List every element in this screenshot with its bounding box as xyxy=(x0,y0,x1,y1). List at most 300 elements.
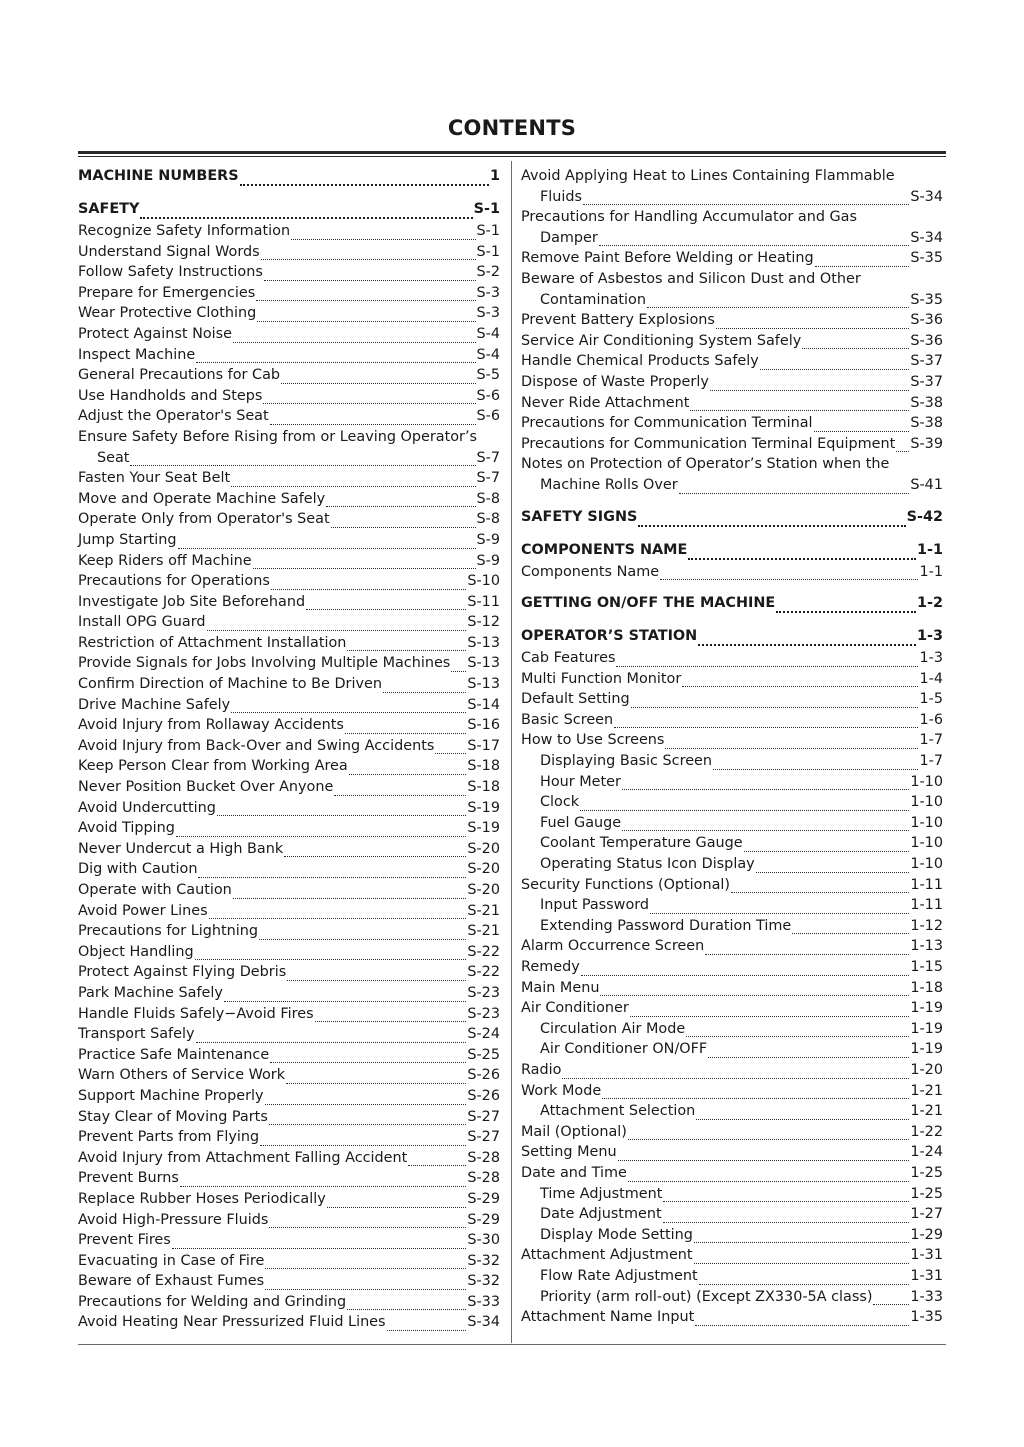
toc-entry-page: S-9 xyxy=(476,552,500,569)
toc-section-operators-station[interactable] xyxy=(521,628,943,650)
toc-entry-label: Mail (Optional) xyxy=(521,1123,627,1140)
toc-entry[interactable] xyxy=(78,1109,500,1130)
toc-entry[interactable] xyxy=(78,1006,500,1027)
toc-entry-label: Never Position Bucket Over Anyone xyxy=(78,779,334,796)
dot-leader xyxy=(628,1138,909,1140)
toc-section-getting-on-off[interactable] xyxy=(521,595,943,617)
dot-leader xyxy=(265,1103,467,1105)
toc-entry-page: S-16 xyxy=(467,717,500,734)
toc-entry-page: 1-19 xyxy=(910,1020,943,1037)
toc-entry-label: Operating Status Icon Display xyxy=(540,856,755,873)
dot-leader xyxy=(705,953,909,955)
toc-entry-page: 1-19 xyxy=(910,1000,943,1017)
toc-entry-page: S-36 xyxy=(910,332,943,349)
toc-subentry[interactable] xyxy=(521,856,943,877)
toc-entry[interactable] xyxy=(78,779,500,800)
contents-right-column xyxy=(521,168,943,1330)
toc-entry-label: Park Machine Safely xyxy=(78,984,223,1001)
toc-entry-page: 1-6 xyxy=(919,711,943,728)
dot-leader xyxy=(233,341,476,343)
toc-entry[interactable] xyxy=(78,1253,500,1274)
toc-subentry[interactable] xyxy=(521,1206,943,1227)
toc-entry-page: 1-31 xyxy=(910,1267,943,1284)
toc-entry[interactable] xyxy=(521,1144,943,1165)
toc-entry[interactable] xyxy=(78,861,500,882)
dot-leader xyxy=(650,912,909,914)
dot-leader xyxy=(435,752,466,754)
dot-leader xyxy=(387,1329,467,1331)
toc-entry[interactable] xyxy=(521,671,943,692)
toc-entry[interactable] xyxy=(78,367,500,388)
dot-leader xyxy=(259,938,466,940)
toc-entry-label: Fasten Your Seat Belt xyxy=(78,470,231,487)
toc-entry-page: 1-4 xyxy=(919,670,943,687)
toc-entry-label: Work Mode xyxy=(521,1082,602,1099)
dot-leader xyxy=(580,809,909,811)
toc-entry-page: 1-7 xyxy=(919,732,943,749)
toc-entry-head[interactable]: Precautions for Handling Accumulator and Gas xyxy=(521,209,857,226)
toc-entry-page: S-29 xyxy=(467,1211,500,1228)
toc-entry-page: S-37 xyxy=(910,353,943,370)
toc-entry-label: Handle Fluids Safely−Avoid Fires xyxy=(78,1005,314,1022)
toc-entry-page: S-1 xyxy=(473,201,500,217)
toc-entry-label: Avoid Injury from Rollaway Accidents xyxy=(78,717,344,734)
dot-leader xyxy=(233,897,467,899)
toc-entry-page: S-27 xyxy=(467,1108,500,1125)
toc-entry[interactable] xyxy=(521,712,943,733)
toc-entry[interactable] xyxy=(78,594,500,615)
dot-leader xyxy=(347,649,466,651)
toc-entry[interactable] xyxy=(78,964,500,985)
dot-leader xyxy=(631,706,919,708)
toc-entry-page: S-21 xyxy=(467,923,500,940)
dot-leader xyxy=(698,643,916,646)
toc-entry-page: 1-21 xyxy=(910,1103,943,1120)
toc-entry-page: 1-5 xyxy=(919,691,943,708)
toc-subentry[interactable] xyxy=(521,1227,943,1248)
dot-leader xyxy=(713,768,918,770)
toc-entry[interactable] xyxy=(521,1062,943,1083)
dot-leader xyxy=(253,567,476,569)
toc-entry[interactable] xyxy=(78,841,500,862)
dot-leader xyxy=(622,829,909,831)
dot-leader xyxy=(583,203,909,205)
dot-leader xyxy=(699,1283,910,1285)
toc-entry[interactable] xyxy=(78,697,500,718)
toc-entry-label: Contamination xyxy=(540,291,646,308)
toc-entry-label: Avoid Injury from Attachment Falling Accident xyxy=(78,1149,408,1166)
toc-entry[interactable] xyxy=(78,244,500,265)
toc-entry[interactable] xyxy=(78,470,500,491)
toc-entry-head[interactable]: Beware of Asbestos and Silicon Dust and Other xyxy=(521,270,861,287)
toc-entry-label: Adjust the Operator's Seat xyxy=(78,408,269,425)
toc-entry[interactable] xyxy=(78,944,500,965)
toc-subentry[interactable] xyxy=(521,1041,943,1062)
dot-leader xyxy=(792,932,909,934)
toc-entry[interactable] xyxy=(78,655,500,676)
toc-section-safety-signs[interactable] xyxy=(521,509,943,531)
toc-entry[interactable] xyxy=(521,333,943,354)
toc-entry[interactable] xyxy=(78,923,500,944)
toc-entry[interactable] xyxy=(78,1026,500,1047)
dot-leader xyxy=(270,423,476,425)
toc-entry-page: S-24 xyxy=(467,1026,500,1043)
toc-entry-page: S-9 xyxy=(476,531,500,548)
toc-entry[interactable] xyxy=(521,1124,943,1145)
toc-entry[interactable] xyxy=(521,980,943,1001)
toc-entry-page: S-18 xyxy=(467,779,500,796)
toc-entry-page: S-3 xyxy=(476,284,500,301)
dot-leader xyxy=(622,788,909,790)
toc-section-machine-numbers[interactable] xyxy=(78,168,500,190)
dot-leader xyxy=(286,1082,466,1084)
toc-entry-label: Operate Only from Operator's Seat xyxy=(78,511,330,528)
toc-entry-label: Drive Machine Safely xyxy=(78,696,231,713)
toc-entry-label: How to Use Screens xyxy=(521,732,665,749)
dot-leader xyxy=(383,691,466,693)
toc-entry[interactable] xyxy=(78,553,500,574)
toc-entry[interactable] xyxy=(78,1129,500,1150)
toc-entry[interactable] xyxy=(521,230,943,251)
toc-entry-label: Precautions for Operations xyxy=(78,573,270,590)
dot-leader xyxy=(265,1288,466,1290)
toc-entry-page: 1-1 xyxy=(917,541,943,558)
toc-entry[interactable] xyxy=(78,635,500,656)
toc-entry[interactable] xyxy=(78,491,500,512)
toc-subentry[interactable] xyxy=(521,1268,943,1289)
toc-entry[interactable] xyxy=(78,305,500,326)
toc-entry[interactable] xyxy=(78,388,500,409)
toc-entry-label: Move and Operate Machine Safely xyxy=(78,490,326,507)
toc-entry-head[interactable]: Ensure Safety Before Rising from or Leaving Operator’s xyxy=(78,428,478,445)
toc-entry-page: 1 xyxy=(489,168,500,184)
toc-entry-label: Transport Safely xyxy=(78,1026,195,1043)
toc-entry[interactable] xyxy=(78,511,500,532)
dot-leader xyxy=(195,958,467,960)
toc-entry-label: Operate with Caution xyxy=(78,882,232,898)
dot-leader xyxy=(291,238,475,240)
toc-entry-label: Attachment Name Input xyxy=(521,1309,695,1326)
toc-entry[interactable] xyxy=(78,1314,500,1335)
toc-entry[interactable] xyxy=(521,395,943,416)
dot-leader xyxy=(345,732,466,734)
toc-entry[interactable] xyxy=(521,1165,943,1186)
toc-entry[interactable] xyxy=(78,1191,500,1212)
toc-entry-label: Date Adjustment xyxy=(540,1206,662,1223)
dot-leader xyxy=(815,265,910,267)
toc-entry-label: Protect Against Noise xyxy=(78,325,233,342)
toc-entry-page: S-18 xyxy=(467,758,500,775)
dot-leader xyxy=(240,183,489,186)
toc-entry[interactable] xyxy=(78,1088,500,1109)
bottom-rule xyxy=(78,1344,946,1345)
toc-entry-label: Jump Starting xyxy=(78,531,177,548)
toc-entry-page: 1-1 xyxy=(919,563,943,580)
toc-entry-page: S-4 xyxy=(476,346,500,363)
toc-entry-label: Never Undercut a High Bank xyxy=(78,840,284,857)
toc-entry-page: S-23 xyxy=(467,1005,500,1022)
toc-subentry[interactable] xyxy=(521,815,943,836)
toc-entry-label: MACHINE NUMBERS xyxy=(78,168,239,184)
toc-entry[interactable] xyxy=(78,1067,500,1088)
toc-entry-page: 1-22 xyxy=(910,1123,943,1140)
toc-subentry[interactable] xyxy=(521,918,943,939)
toc-entry-page: S-20 xyxy=(467,861,500,878)
toc-entry-page: S-6 xyxy=(476,408,500,425)
toc-subentry[interactable] xyxy=(521,774,943,795)
dot-leader xyxy=(315,1020,467,1022)
dot-leader xyxy=(231,485,475,487)
toc-entry[interactable] xyxy=(521,564,943,585)
toc-entry-page: S-28 xyxy=(467,1170,500,1187)
dot-leader xyxy=(802,347,909,349)
toc-entry[interactable] xyxy=(78,614,500,635)
toc-entry-label: Components Name xyxy=(521,563,660,580)
dot-leader xyxy=(696,1118,909,1120)
toc-entry-label: Alarm Occurrence Screen xyxy=(521,938,705,955)
dot-leader xyxy=(265,1267,466,1269)
toc-entry-page: S-12 xyxy=(467,614,500,631)
dot-leader xyxy=(284,855,466,857)
dot-leader xyxy=(347,1308,466,1310)
toc-entry-page: S-28 xyxy=(467,1149,500,1166)
toc-entry-label: Replace Rubber Hoses Periodically xyxy=(78,1190,326,1207)
toc-entry-page: S-26 xyxy=(467,1087,500,1104)
toc-entry[interactable] xyxy=(78,1273,500,1294)
dot-leader xyxy=(602,1097,909,1099)
toc-entry[interactable] xyxy=(521,877,943,898)
toc-entry[interactable] xyxy=(521,1247,943,1268)
toc-entry[interactable] xyxy=(78,1047,500,1068)
toc-entry[interactable] xyxy=(521,959,943,980)
toc-entry-head[interactable]: Notes on Protection of Operator’s Station when the xyxy=(521,456,890,473)
dot-leader xyxy=(663,1221,910,1223)
toc-entry-label: Extending Password Duration Time xyxy=(540,917,792,934)
toc-entry-label: Confirm Direction of Machine to Be Driven xyxy=(78,676,382,693)
toc-subentry[interactable] xyxy=(521,1289,943,1310)
toc-section-safety[interactable] xyxy=(78,201,500,223)
toc-entry-label: Displaying Basic Screen xyxy=(540,753,713,770)
dot-leader xyxy=(263,402,475,404)
toc-entry[interactable] xyxy=(78,903,500,924)
toc-entry-page: S-38 xyxy=(910,415,943,432)
toc-entry-label: Inspect Machine xyxy=(78,346,196,363)
toc-entry[interactable] xyxy=(78,717,500,738)
toc-entry-label: Setting Menu xyxy=(521,1144,617,1161)
toc-entry[interactable] xyxy=(78,408,500,429)
toc-entry-page: S-17 xyxy=(467,737,500,754)
toc-entry[interactable] xyxy=(521,353,943,374)
toc-entry-page: 1-31 xyxy=(910,1247,943,1264)
toc-entry[interactable] xyxy=(78,738,500,759)
dot-leader xyxy=(178,547,476,549)
toc-entry[interactable] xyxy=(78,573,500,594)
toc-entry-label: Warn Others of Service Work xyxy=(78,1067,286,1084)
toc-subentry[interactable] xyxy=(521,897,943,918)
toc-entry[interactable] xyxy=(78,758,500,779)
toc-entry-page: S-29 xyxy=(467,1190,500,1207)
toc-subentry[interactable] xyxy=(521,753,943,774)
toc-entry-page: 1-10 xyxy=(910,814,943,831)
dot-leader xyxy=(327,1206,467,1208)
toc-entry-label: General Precautions for Cab xyxy=(78,367,281,384)
toc-entry-page: 1-25 xyxy=(910,1164,943,1181)
toc-entry-label: Prevent Battery Explosions xyxy=(521,312,715,329)
toc-entry[interactable] xyxy=(521,189,943,210)
toc-entry[interactable] xyxy=(78,1294,500,1315)
dot-leader xyxy=(599,244,910,246)
toc-entry[interactable] xyxy=(521,436,943,457)
toc-entry[interactable] xyxy=(78,223,500,244)
toc-entry[interactable] xyxy=(521,312,943,333)
toc-entry-page: S-22 xyxy=(467,964,500,981)
toc-entry[interactable] xyxy=(521,374,943,395)
toc-entry-label: Coolant Temperature Gauge xyxy=(540,835,743,852)
dot-leader xyxy=(326,505,475,507)
toc-section-components-name[interactable] xyxy=(521,542,943,564)
toc-entry-label: Practice Safe Maintenance xyxy=(78,1046,270,1063)
toc-entry-page: S-22 xyxy=(467,943,500,960)
dot-leader xyxy=(172,1247,467,1249)
toc-subentry[interactable] xyxy=(521,1021,943,1042)
toc-entry-label: Avoid Power Lines xyxy=(78,902,208,919)
toc-subentry[interactable] xyxy=(521,835,943,856)
toc-entry-label: Time Adjustment xyxy=(540,1185,663,1202)
toc-subentry[interactable] xyxy=(521,794,943,815)
toc-entry[interactable] xyxy=(78,326,500,347)
toc-entry[interactable] xyxy=(521,250,943,271)
toc-entry-page: S-32 xyxy=(467,1252,500,1269)
toc-entry[interactable] xyxy=(78,450,500,471)
toc-entry-page: 1-19 xyxy=(910,1041,943,1058)
toc-entry-page: S-34 xyxy=(467,1314,500,1331)
toc-entry-page: S-39 xyxy=(910,435,943,452)
toc-entry-label: Remedy xyxy=(521,959,580,975)
toc-entry-label: Keep Person Clear from Working Area xyxy=(78,758,348,775)
toc-entry-page: S-13 xyxy=(467,655,500,672)
toc-entry-label: Stay Clear of Moving Parts xyxy=(78,1108,268,1125)
toc-entry-page: 1-10 xyxy=(910,773,943,790)
toc-entry[interactable] xyxy=(78,800,500,821)
toc-entry-label: GETTING ON/OFF THE MACHINE xyxy=(521,595,776,612)
title-rule-thick xyxy=(78,151,946,154)
dot-leader xyxy=(690,409,909,411)
toc-entry-page: S-42 xyxy=(906,508,943,525)
toc-entry[interactable] xyxy=(78,285,500,306)
toc-entry[interactable] xyxy=(78,1170,500,1191)
toc-entry-page: 1-25 xyxy=(910,1185,943,1202)
toc-entry-label: Damper xyxy=(540,229,598,246)
toc-entry-label: COMPONENTS NAME xyxy=(521,541,688,558)
toc-entry-page: S-26 xyxy=(467,1067,500,1084)
toc-entry-label: Prevent Parts from Flying xyxy=(78,1129,260,1146)
toc-entry[interactable] xyxy=(78,1212,500,1233)
toc-entry-page: S-33 xyxy=(467,1293,500,1310)
toc-entry-label: Use Handholds and Steps xyxy=(78,387,263,404)
toc-entry-label: Attachment Selection xyxy=(540,1103,696,1120)
toc-entry-page: S-7 xyxy=(476,470,500,487)
toc-entry-page: S-8 xyxy=(476,490,500,507)
toc-entry[interactable] xyxy=(78,532,500,553)
toc-entry-label: SAFETY xyxy=(78,201,140,217)
toc-entry-label: Radio xyxy=(521,1061,562,1078)
toc-entry-page: S-1 xyxy=(476,223,500,239)
toc-entry-label: Dispose of Waste Properly xyxy=(521,373,709,390)
toc-entry[interactable] xyxy=(521,1309,943,1330)
toc-entry-page: S-34 xyxy=(910,229,943,246)
toc-entry-label: Handle Chemical Products Safely xyxy=(521,353,759,370)
toc-entry-head[interactable]: Avoid Applying Heat to Lines Containing Flammable xyxy=(521,168,895,184)
toc-entry-page: S-19 xyxy=(467,820,500,837)
toc-entry-label: Provide Signals for Jobs Involving Multiple Machines xyxy=(78,655,451,672)
dot-leader xyxy=(270,1061,466,1063)
toc-subentry[interactable] xyxy=(521,1186,943,1207)
toc-entry-page: S-1 xyxy=(476,243,500,260)
toc-entry-page: 1-3 xyxy=(917,628,943,645)
toc-entry[interactable] xyxy=(521,732,943,753)
toc-entry[interactable] xyxy=(521,477,943,498)
toc-entry[interactable] xyxy=(78,1150,500,1171)
toc-entry[interactable] xyxy=(78,820,500,841)
toc-entry[interactable] xyxy=(521,650,943,671)
toc-entry-page: S-21 xyxy=(467,902,500,919)
dot-leader xyxy=(616,665,918,667)
toc-entry[interactable] xyxy=(521,691,943,712)
dot-leader xyxy=(287,979,466,981)
dot-leader xyxy=(896,450,909,452)
dot-leader xyxy=(269,1226,466,1228)
toc-entry[interactable] xyxy=(78,882,500,903)
column-divider xyxy=(511,161,512,1343)
toc-entry[interactable] xyxy=(78,1232,500,1253)
toc-entry-label: Flow Rate Adjustment xyxy=(540,1267,698,1284)
toc-entry[interactable] xyxy=(521,415,943,436)
toc-entry-label: Recognize Safety Information xyxy=(78,223,291,239)
toc-entry[interactable] xyxy=(78,264,500,285)
toc-entry-label: Main Menu xyxy=(521,979,600,996)
toc-subentry[interactable] xyxy=(521,1103,943,1124)
toc-entry-label: Never Ride Attachment xyxy=(521,394,690,411)
dot-leader xyxy=(708,1056,909,1058)
toc-entry-page: S-13 xyxy=(467,676,500,693)
toc-entry-page: 1-3 xyxy=(919,650,943,667)
dot-leader xyxy=(686,1035,909,1037)
dot-leader xyxy=(334,794,466,796)
dot-leader xyxy=(760,368,910,370)
toc-entry-page: S-23 xyxy=(467,984,500,1001)
toc-entry-page: S-30 xyxy=(467,1232,500,1249)
toc-entry-page: 1-21 xyxy=(910,1082,943,1099)
dot-leader xyxy=(207,629,467,631)
toc-entry[interactable] xyxy=(78,985,500,1006)
toc-entry[interactable] xyxy=(78,347,500,368)
dot-leader xyxy=(408,1164,466,1166)
toc-entry-label: Prepare for Emergencies xyxy=(78,284,256,301)
toc-entry-page: 1-12 xyxy=(910,917,943,934)
dot-leader xyxy=(679,492,910,494)
dot-leader xyxy=(349,773,467,775)
dot-leader xyxy=(451,670,466,672)
dot-leader xyxy=(306,608,466,610)
toc-entry-page: S-35 xyxy=(910,250,943,267)
toc-entry[interactable] xyxy=(521,938,943,959)
dot-leader xyxy=(261,258,476,260)
toc-entry[interactable] xyxy=(78,676,500,697)
toc-entry[interactable] xyxy=(521,1083,943,1104)
toc-entry[interactable] xyxy=(521,292,943,313)
dot-leader xyxy=(176,835,466,837)
toc-entry[interactable] xyxy=(521,1000,943,1021)
